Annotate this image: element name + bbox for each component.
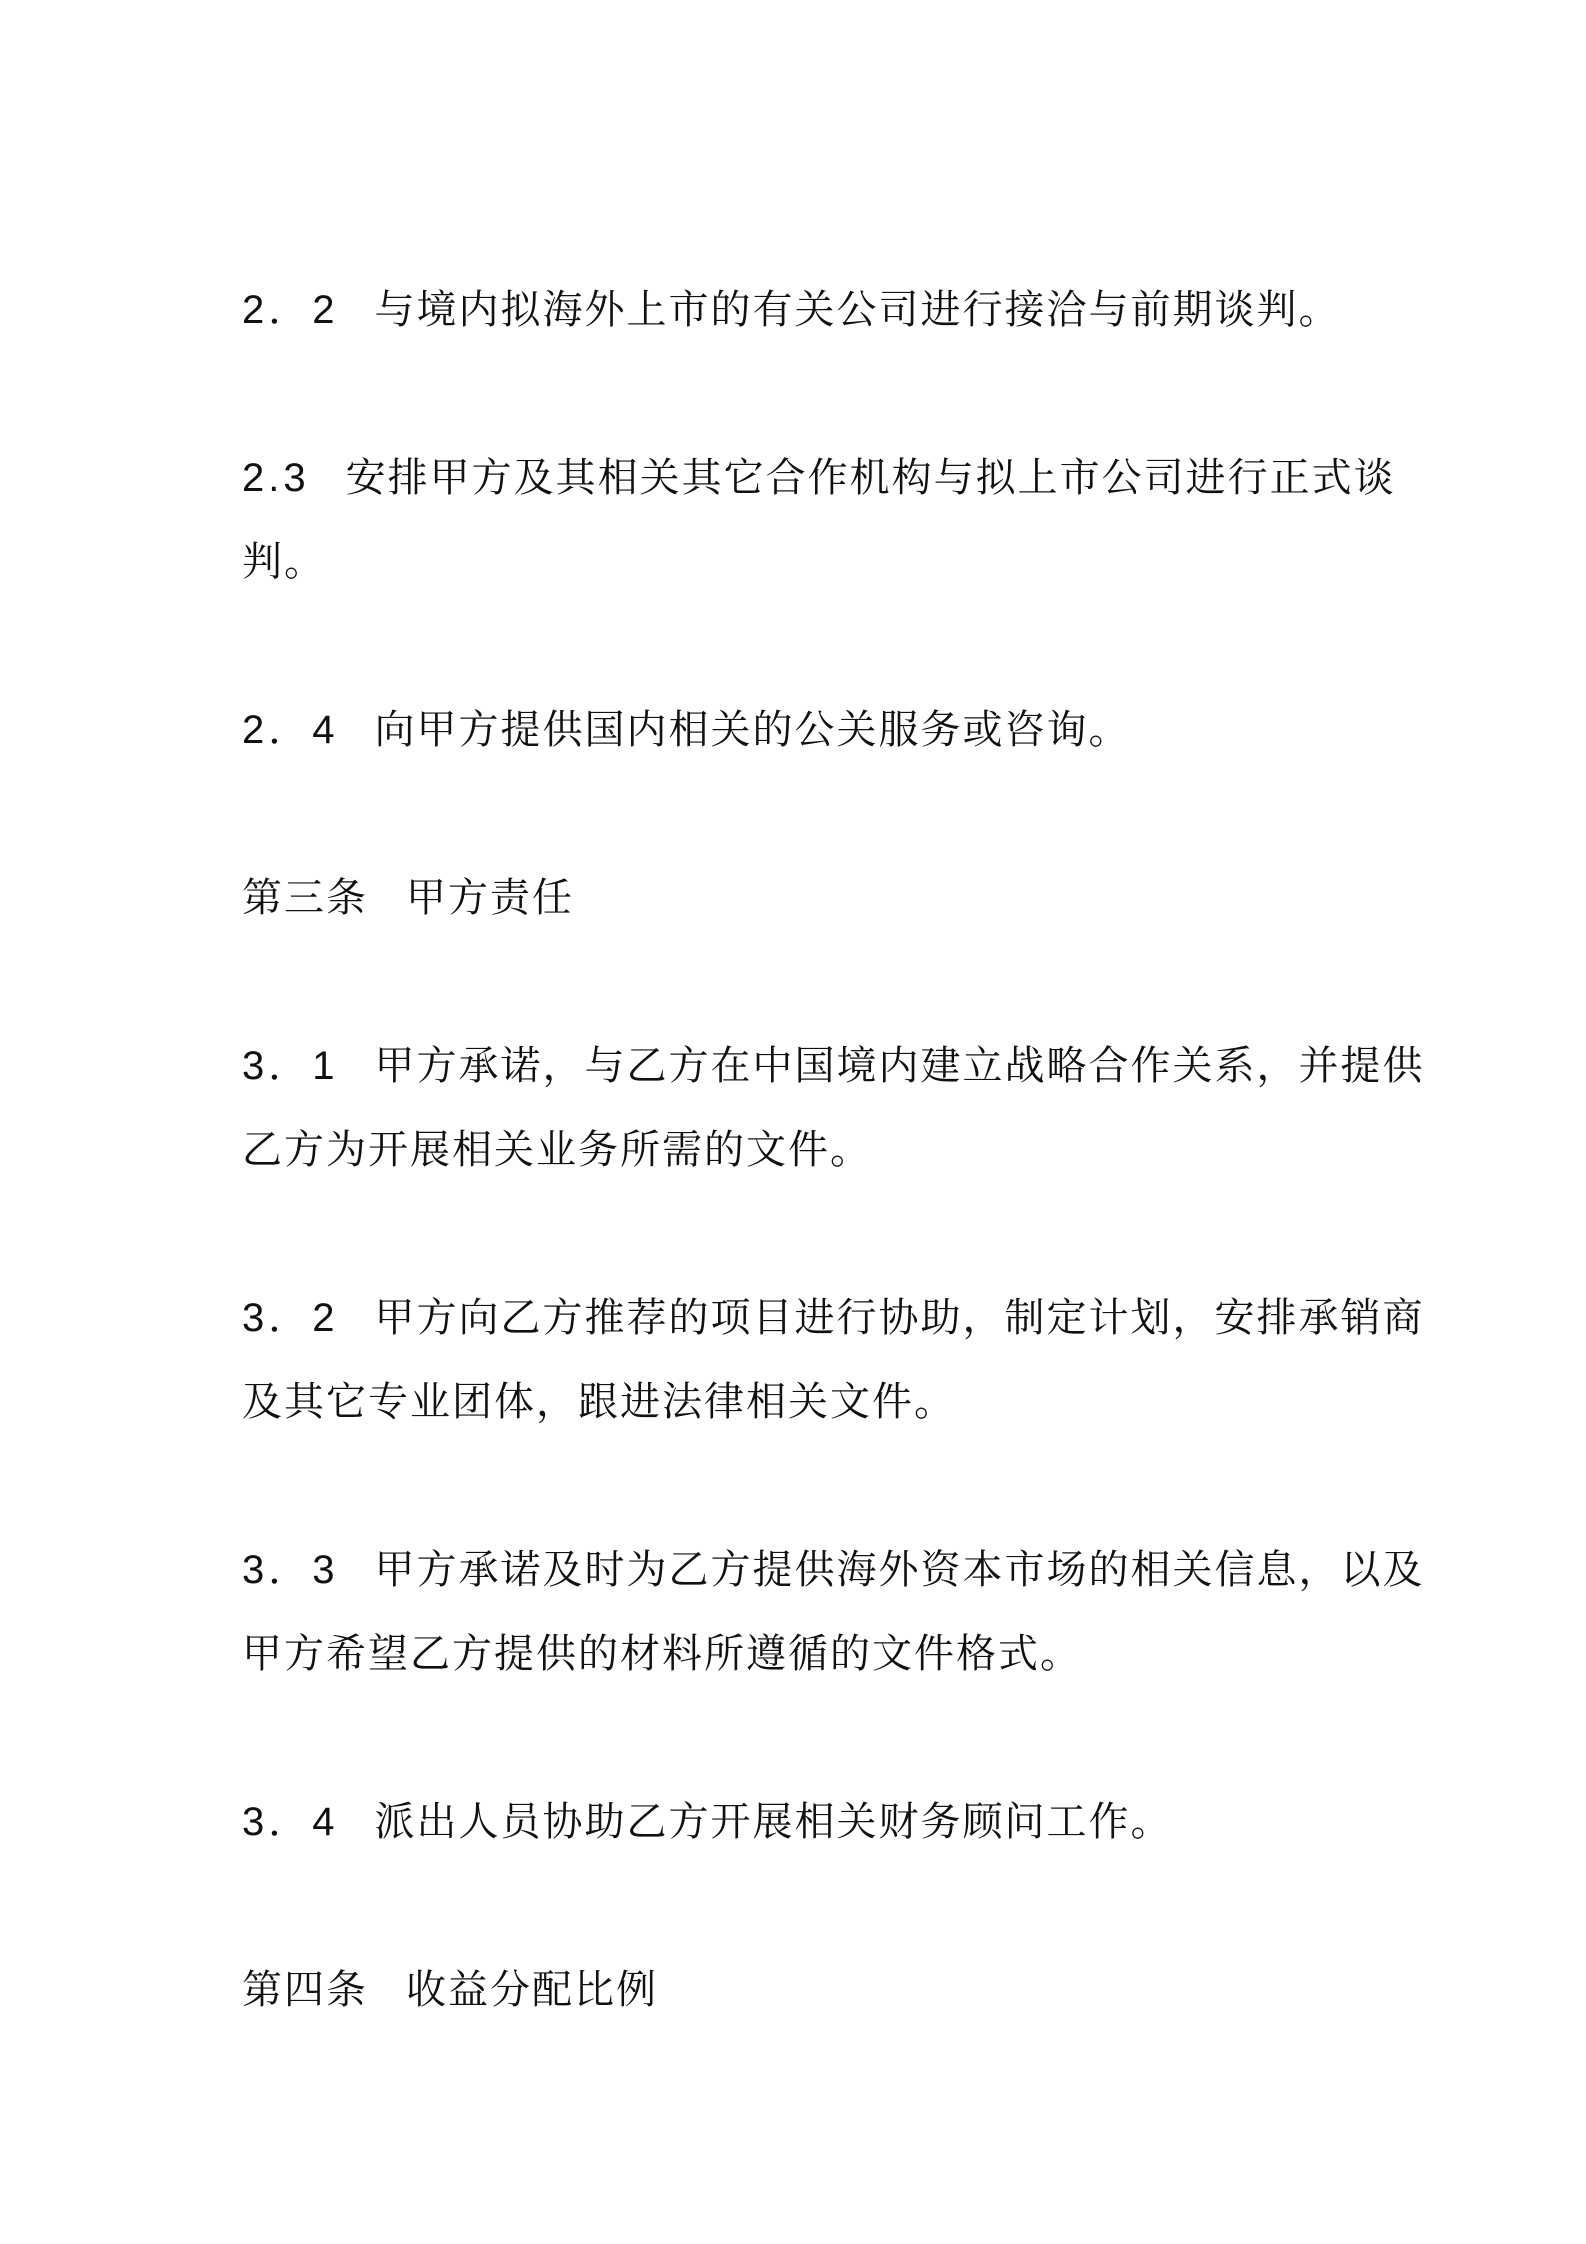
clause-line — [242, 688, 1366, 772]
clause-3-3 — [242, 1528, 1425, 1696]
clause-line — [242, 1780, 1366, 1864]
clause-number: 3．4 — [242, 1800, 339, 1844]
clause-line — [242, 1612, 1366, 1696]
clause-line — [242, 268, 1366, 352]
clause-text: 与境内拟海外上市的有关公司进行接洽与前期谈判。 — [374, 288, 1341, 332]
clause-2-2 — [242, 268, 1366, 352]
article-3-heading — [242, 856, 1366, 940]
clause-2-4 — [242, 688, 1366, 772]
heading-line — [242, 856, 1366, 940]
clause-text: 安排甲方及其相关其它合作机构与拟上市公司进行正式谈 — [345, 456, 1396, 500]
clause-text: 甲方承诺，与乙方在中国境内建立战略合作关系，并提供 — [374, 1044, 1425, 1088]
clause-3-4 — [242, 1780, 1366, 1864]
article-number: 第三条 — [242, 876, 368, 920]
clause-number: 3．3 — [242, 1548, 339, 1592]
clause-number: 2．2 — [242, 288, 339, 332]
article-title: 甲方责任 — [406, 876, 574, 920]
clause-line — [242, 1528, 1425, 1612]
clause-text: 判。 — [242, 540, 326, 584]
clause-text: 甲方向乙方推荐的项目进行协助，制定计划，安排承销商 — [374, 1296, 1425, 1340]
clause-number: 2.3 — [242, 456, 310, 500]
clause-text: 甲方希望乙方提供的材料所遵循的文件格式。 — [242, 1632, 1082, 1676]
clause-number: 2．4 — [242, 708, 339, 752]
clause-line — [242, 1024, 1425, 1108]
clause-number: 3．2 — [242, 1296, 339, 1340]
clause-text: 向甲方提供国内相关的公关服务或咨询。 — [374, 708, 1131, 752]
article-number: 第四条 — [242, 1968, 368, 2012]
clause-3-2 — [242, 1276, 1425, 1444]
clause-3-1 — [242, 1024, 1425, 1192]
heading-line — [242, 1948, 1366, 2032]
clause-line — [242, 1108, 1366, 1192]
clause-2-3 — [242, 436, 1396, 604]
article-title: 收益分配比例 — [406, 1968, 658, 2012]
clause-number: 3．1 — [242, 1044, 339, 1088]
clause-text: 派出人员协助乙方开展相关财务顾问工作。 — [374, 1800, 1173, 1844]
clause-line — [242, 436, 1396, 520]
clause-text: 甲方承诺及时为乙方提供海外资本市场的相关信息，以及 — [374, 1548, 1425, 1592]
article-4-heading — [242, 1948, 1366, 2032]
clause-line — [242, 1276, 1425, 1360]
clause-line — [242, 520, 1366, 604]
clause-line — [242, 1360, 1366, 1444]
clause-text: 及其它专业团体，跟进法律相关文件。 — [242, 1380, 956, 1424]
clause-text: 乙方为开展相关业务所需的文件。 — [242, 1128, 872, 1172]
